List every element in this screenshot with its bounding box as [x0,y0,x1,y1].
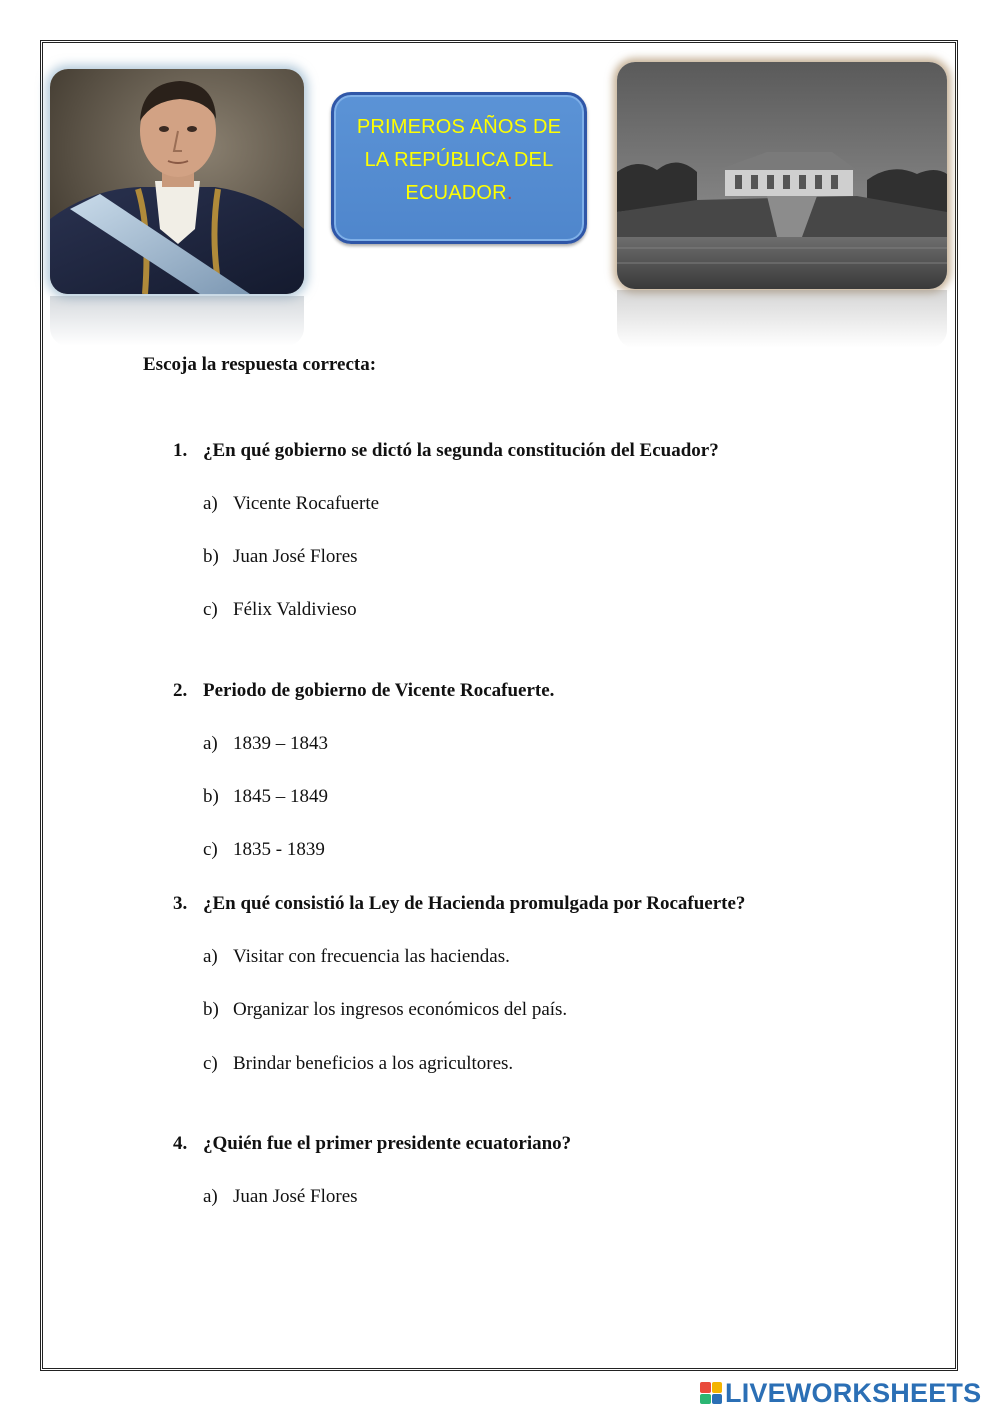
question-text: ¿Quién fue el primer presidente ecuatoriano? [203,1133,572,1154]
option-2b[interactable] [203,786,328,808]
option-letter: c) [203,599,218,620]
option-letter: a) [203,733,218,754]
instruction-text: Escoja la respuesta correcta: [143,354,377,375]
option-letter: c) [203,1053,218,1074]
question-number: 3. [173,893,188,914]
question-1 [173,440,719,462]
option-text: 1845 – 1849 [233,786,328,807]
question-text: Periodo de gobierno de Vicente Rocafuerte. [203,680,555,701]
question-number: 2. [173,680,188,701]
option-4a[interactable] [203,1186,358,1208]
liveworksheets-logo[interactable] [700,1378,981,1408]
page-title [334,111,584,210]
option-text: Félix Valdivieso [233,599,357,620]
option-text: Vicente Rocafuerte [233,493,380,514]
option-3b[interactable] [203,999,567,1021]
question-text: ¿En qué consistió la Ley de Hacienda promulgada por Rocafuerte? [203,893,746,914]
title-line-3 [334,177,584,210]
option-text: Juan José Flores [233,546,358,567]
question-number: 1. [173,440,188,461]
brand-name: LIVEWORKSHEETS [725,1377,982,1408]
option-3c[interactable] [203,1053,513,1075]
option-3a[interactable] [203,946,510,968]
question-2 [173,680,554,702]
portrait-reflection [50,296,304,346]
option-text: Visitar con frecuencia las haciendas. [233,946,510,967]
option-text: Juan José Flores [233,1186,358,1207]
question-4 [173,1133,571,1155]
option-letter: a) [203,493,218,514]
option-letter: b) [203,546,219,567]
option-text: Organizar los ingresos económicos del país. [233,999,568,1020]
option-letter: a) [203,946,218,967]
option-1c[interactable] [203,599,357,621]
title-line-2: LA REPÚBLICA DEL [364,149,554,171]
option-letter: b) [203,786,219,807]
option-letter: b) [203,999,219,1020]
option-1a[interactable] [203,493,379,515]
historic-building-photo-icon [617,62,947,289]
question-text: ¿En qué gobierno se dictó la segunda constitución del Ecuador? [203,440,719,461]
option-text: 1839 – 1843 [233,733,328,754]
question-3 [173,893,745,915]
portrait-image [50,69,304,294]
title-box [331,92,587,244]
title-period: . [506,182,513,204]
option-letter: c) [203,839,218,860]
option-2a[interactable] [203,733,328,755]
option-1b[interactable] [203,546,358,568]
portrait-icon [50,69,304,294]
option-letter: a) [203,1186,218,1207]
title-line-1: PRIMEROS AÑOS DE [356,116,562,138]
option-text: Brindar beneficios a los agricultores. [233,1053,514,1074]
photo-reflection [617,290,947,348]
liveworksheets-logo-icon [700,1382,722,1404]
option-2c[interactable] [203,839,325,861]
historic-photo [617,62,947,289]
option-text: 1835 - 1839 [233,839,325,860]
title-line-3-text: ECUADOR [405,182,507,204]
question-number: 4. [173,1133,188,1154]
